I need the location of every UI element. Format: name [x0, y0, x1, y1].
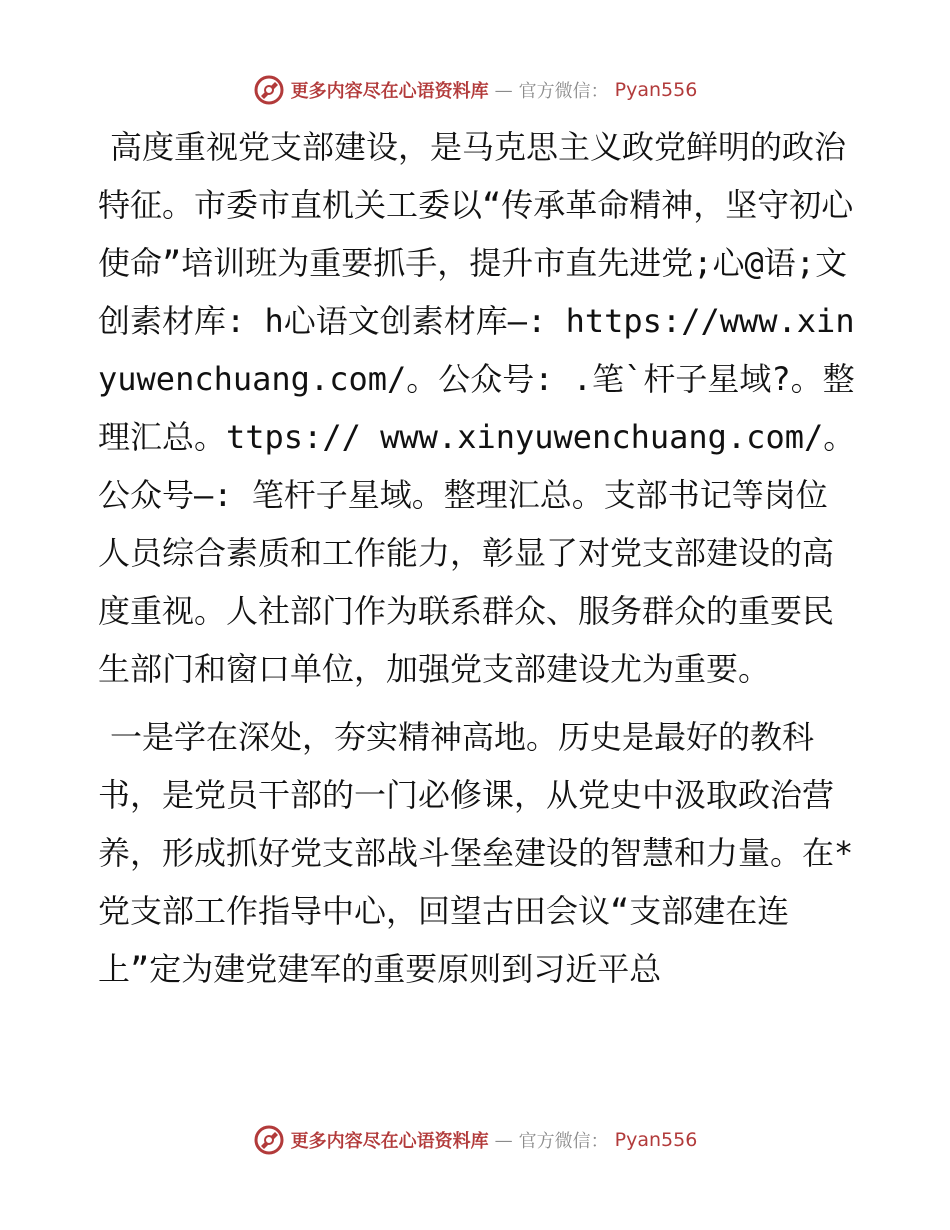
header-wechat-id: Pyan556: [614, 79, 698, 101]
document-body: [98, 118, 858, 1008]
header-brand-text: 更多内容尽在心语资料库: [290, 81, 489, 102]
paragraph: 一是学在深处，夯实精神高地。历史是最好的教科书，是党员干部的一门必修课，从党史中汲取政治营养，形成抓好党支部战斗堡垒建设的智慧和力量。在*党支部工作指导中心，回望古田会议“支部建在连上”定为建党建军的重要原则到习近平总: [98, 718, 854, 988]
footer-banner: [0, 1120, 950, 1160]
footer-separator: —: [494, 1129, 513, 1151]
paragraph: 高度重视党支部建设，是马克思主义政党鲜明的政治特征。市委市直机关工委以“传承革命精神，坚守初心使命”培训班为重要抓手，提升市直先进党;心@语;文创素材库: h心语文创素材库—: https://www.xinyuwenchuang.com/。公众号: .笔`杆子星域?。整理汇总。ttps:// www.xinyuwenchuang.com/。公众号—: 笔杆子星域。整理汇总。支部书记等岗位人员综合素质和工作能力，彰显了对党支部建设的高度重视。人社部门作为联系群众、服务群众的重要民生部门和窗口单位，加强党支部建设尤为重要。: [98, 128, 856, 688]
footer-brand-text: 更多内容尽在心语资料库: [290, 1131, 489, 1152]
brand-logo-icon: [253, 74, 285, 106]
header-separator: —: [494, 79, 513, 101]
header-banner: [0, 70, 950, 110]
brand-logo-icon: [253, 1124, 285, 1156]
footer-wechat-id: Pyan556: [614, 1129, 698, 1151]
footer-official-label: 官方微信：: [518, 1131, 609, 1152]
header-official-label: 官方微信：: [518, 81, 609, 102]
